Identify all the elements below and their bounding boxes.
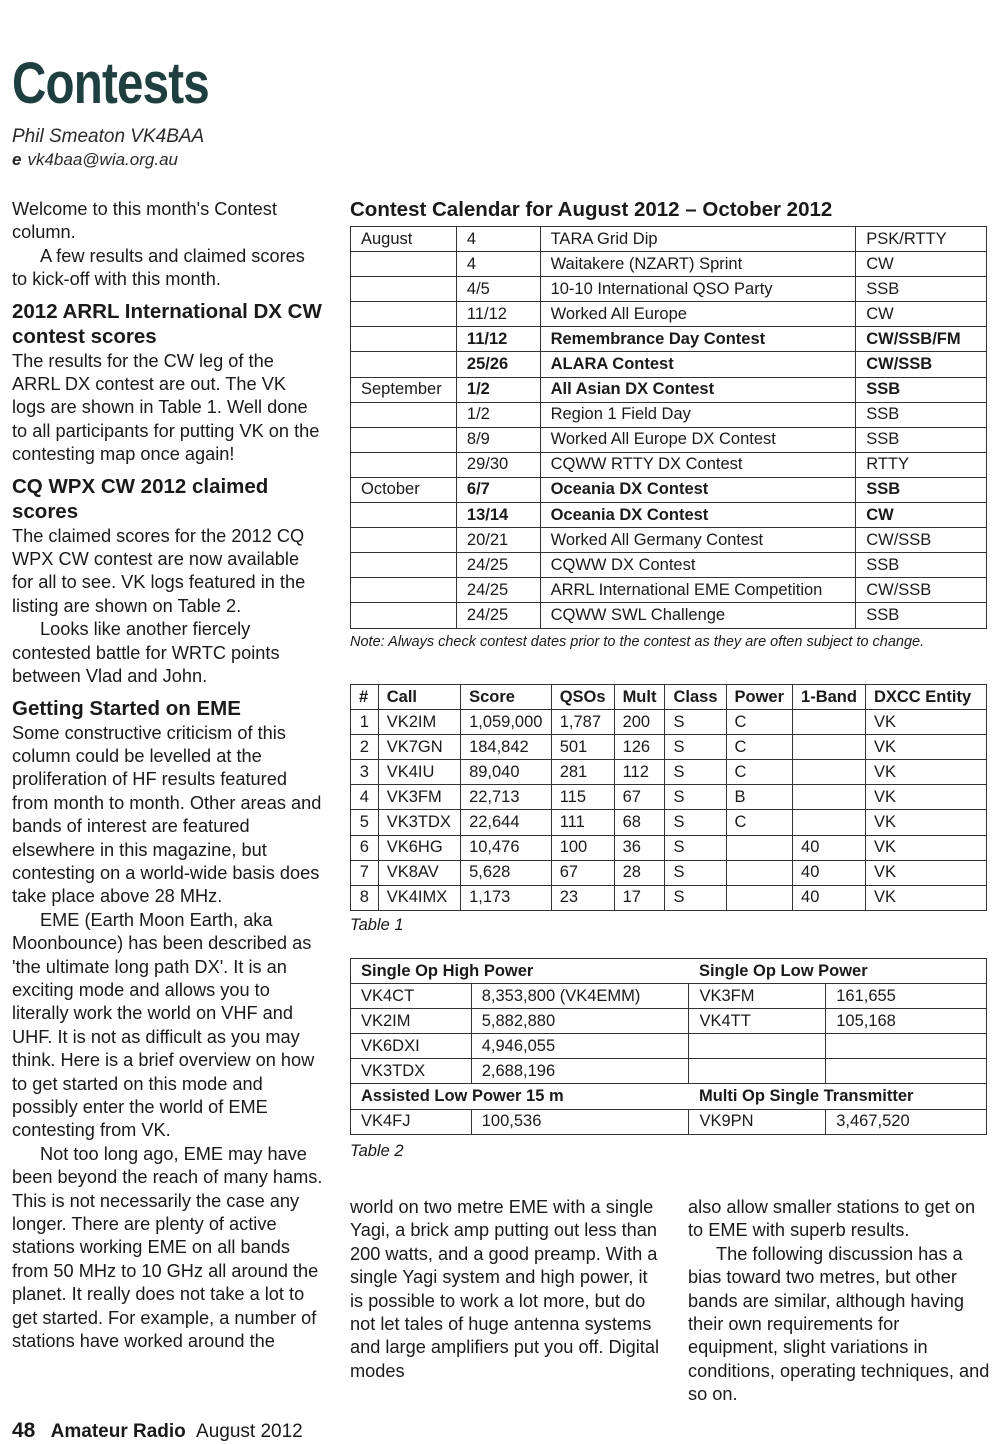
table-1-header: 1-Band — [793, 685, 866, 710]
table-1-cell: 67 — [614, 785, 665, 810]
table-2-cell: VK4CT — [351, 984, 472, 1009]
table-2-cell: 2,688,196 — [471, 1059, 689, 1084]
table-1-row — [351, 735, 987, 760]
eme-paragraph: Some constructive criticism of this column could be levelled at the proliferation of HF results featured from month to month. Other areas and bands of interest are featured elsewhere in this magazine, but contesting on a world-wide basis does take place above 28 MHz. — [12, 722, 322, 907]
calendar-contest: 10-10 International QSO Party — [540, 277, 856, 302]
table-1-cell: VK — [865, 785, 986, 810]
calendar-month — [351, 252, 457, 277]
heading-eme: Getting Started on EME — [12, 696, 241, 720]
table-1-header: Call — [378, 685, 460, 710]
table-1-cell — [793, 760, 866, 785]
wpx-paragraph: The claimed scores for the 2012 CQ WPX CW contest are now available for all to see. VK logs featured in the listing are shown on Table 2. — [12, 525, 306, 616]
table-1-cell: 40 — [793, 860, 866, 885]
table-1-cell: 501 — [551, 735, 614, 760]
page-footer — [12, 1419, 303, 1443]
table-2-cell: 100,536 — [471, 1109, 689, 1134]
calendar-contest: Waitakere (NZART) Sprint — [540, 252, 856, 277]
table-1-header: # — [351, 685, 379, 710]
table-1-cell: 281 — [551, 760, 614, 785]
table-1-caption: Table 1 — [350, 916, 404, 934]
table-1-cell: 184,842 — [461, 735, 552, 760]
table-2-cell — [689, 1059, 826, 1084]
eme-paragraph-2: EME (Earth Moon Earth, aka Moonbounce) has been described as 'the ultimate long path DX'. It is an exciting mode and allows you to literally work the world on VHF and UHF. It is not as difficult as you may think. Here is a brief overview on how to get started on this mode and possibly enter the world of EME contesting from VK. — [12, 909, 315, 1141]
intro-paragraph: Welcome to this month's Contest column. — [12, 199, 277, 243]
table-1-cell: 5,628 — [461, 860, 552, 885]
table-2-cell: VK2IM — [351, 1009, 472, 1034]
table-1-cell: 5 — [351, 810, 379, 835]
calendar-date: 24/25 — [456, 553, 540, 578]
table-2-row — [351, 1109, 987, 1134]
table-2-header-row — [351, 1084, 987, 1109]
calendar-row — [351, 528, 987, 553]
heading-wpx: CQ WPX CW 2012 claimed scores — [12, 474, 269, 523]
calendar-contest: Remembrance Day Contest — [540, 327, 856, 352]
table-1-cell: 17 — [614, 885, 665, 910]
calendar-month — [351, 503, 457, 528]
calendar-date: 8/9 — [456, 427, 540, 452]
table-2 — [350, 958, 987, 1135]
table-2-cell: VK4FJ — [351, 1109, 472, 1134]
table-1-cell: B — [726, 785, 793, 810]
calendar-row — [351, 553, 987, 578]
table-2-cell: 8,353,800 (VK4EMM) — [471, 984, 689, 1009]
calendar-row — [351, 452, 987, 477]
table-1-row — [351, 710, 987, 735]
calendar-date: 24/25 — [456, 603, 540, 628]
table-1-cell: 100 — [551, 835, 614, 860]
table-2-heading: Single Op Low Power — [689, 959, 987, 984]
table-1-cell: C — [726, 735, 793, 760]
issue-date: August 2012 — [196, 1421, 303, 1442]
table-1-header: Score — [461, 685, 552, 710]
table-1-cell: S — [665, 760, 726, 785]
calendar-mode: SSB — [856, 603, 987, 628]
calendar-month — [351, 277, 457, 302]
table-1-header: QSOs — [551, 685, 614, 710]
calendar-mode: CW/SSB/FM — [856, 327, 987, 352]
wpx-paragraph-2: Looks like another fiercely contested battle for WRTC points between Vlad and John. — [12, 619, 280, 687]
table-2-cell: VK6DXI — [351, 1034, 472, 1059]
table-1-cell: 115 — [551, 785, 614, 810]
calendar-date: 13/14 — [456, 503, 540, 528]
calendar-mode: SSB — [856, 477, 987, 502]
table-2-cell — [826, 1059, 987, 1084]
table-1-cell: 22,644 — [461, 810, 552, 835]
table-1-cell: VK — [865, 735, 986, 760]
heading-arrl: 2012 ARRL International DX CW contest scores — [12, 299, 322, 348]
table-2-cell: 105,168 — [826, 1009, 987, 1034]
calendar-month — [351, 402, 457, 427]
table-1-cell: 68 — [614, 810, 665, 835]
table-1-cell: 3 — [351, 760, 379, 785]
table-1-cell: 67 — [551, 860, 614, 885]
calendar-date: 4 — [456, 252, 540, 277]
column-1 — [12, 198, 324, 1353]
table-1 — [350, 684, 987, 911]
table-2-cell: VK3FM — [689, 984, 826, 1009]
calendar-contest: TARA Grid Dip — [540, 227, 856, 252]
table-2-heading: Assisted Low Power 15 m — [351, 1084, 689, 1109]
calendar-contest: Worked All Germany Contest — [540, 528, 856, 553]
email-label: e — [12, 150, 22, 169]
table-1-row — [351, 760, 987, 785]
calendar-month — [351, 578, 457, 603]
calendar-mode: CW/SSB — [856, 528, 987, 553]
calendar-date: 29/30 — [456, 452, 540, 477]
contest-calendar-table — [350, 226, 987, 629]
calendar-month — [351, 603, 457, 628]
calendar-mode: SSB — [856, 377, 987, 402]
table-2-cell: VK4TT — [689, 1009, 826, 1034]
table-1-cell: VK3TDX — [378, 810, 460, 835]
calendar-month — [351, 452, 457, 477]
column-3-paragraph: also allow smaller stations to get on to EME with superb results. — [688, 1197, 976, 1241]
calendar-mode: SSB — [856, 402, 987, 427]
table-1-cell: 1,059,000 — [461, 710, 552, 735]
table-1-cell — [793, 810, 866, 835]
table-1-cell: 4 — [351, 785, 379, 810]
table-2-row — [351, 1059, 987, 1084]
calendar-row — [351, 427, 987, 452]
table-1-cell: S — [665, 810, 726, 835]
calendar-contest: Region 1 Field Day — [540, 402, 856, 427]
table-2-heading: Single Op High Power — [351, 959, 689, 984]
calendar-month: September — [351, 377, 457, 402]
table-1-cell: 40 — [793, 835, 866, 860]
table-1-cell: VK8AV — [378, 860, 460, 885]
column-2 — [350, 1196, 660, 1383]
calendar-mode: RTTY — [856, 452, 987, 477]
table-1-cell: 200 — [614, 710, 665, 735]
calendar-date: 20/21 — [456, 528, 540, 553]
arrl-paragraph: The results for the CW leg of the ARRL DX contest are out. The VK logs are shown in Table 1. Well done to all participants for putting VK on the contesting map once again! — [12, 350, 320, 465]
table-1-header: DXCC Entity — [865, 685, 986, 710]
table-2-heading: Multi Op Single Transmitter — [689, 1084, 987, 1109]
calendar-date: 24/25 — [456, 578, 540, 603]
table-1-cell — [793, 710, 866, 735]
calendar-mode: CW — [856, 302, 987, 327]
table-1-cell: 111 — [551, 810, 614, 835]
calendar-row — [351, 227, 987, 252]
calendar-contest: Oceania DX Contest — [540, 477, 856, 502]
calendar-month — [351, 528, 457, 553]
table-2-row — [351, 984, 987, 1009]
table-2-cell: 3,467,520 — [826, 1109, 987, 1134]
table-1-cell — [726, 835, 793, 860]
calendar-date: 11/12 — [456, 327, 540, 352]
table-1-cell: 112 — [614, 760, 665, 785]
calendar-mode: CW/SSB — [856, 578, 987, 603]
table-1-cell: 28 — [614, 860, 665, 885]
calendar-contest: CQWW DX Contest — [540, 553, 856, 578]
eme-paragraph-3: Not too long ago, EME may have been beyond the reach of many hams. This is not necessarily the case any longer. There are plenty of active stations working EME on all bands from 50 MHz to 10 GHz all around the planet. It really does not take a lot to get started. For example, a number of stations have worked around the — [12, 1143, 323, 1352]
table-1-header: Class — [665, 685, 726, 710]
table-1-cell: 10,476 — [461, 835, 552, 860]
table-1-row — [351, 835, 987, 860]
table-1-cell: S — [665, 735, 726, 760]
calendar-mode: SSB — [856, 277, 987, 302]
table-1-cell: 1 — [351, 710, 379, 735]
calendar-row — [351, 603, 987, 628]
table-1-cell: 2 — [351, 735, 379, 760]
calendar-note: Note: Always check contest dates prior to the contest as they are often subject to change. — [350, 634, 925, 650]
calendar-row — [351, 578, 987, 603]
table-1-header: Mult — [614, 685, 665, 710]
table-2-cell: 161,655 — [826, 984, 987, 1009]
page-number: 48 — [12, 1419, 36, 1442]
calendar-mode: PSK/RTTY — [856, 227, 987, 252]
table-1-cell: S — [665, 710, 726, 735]
table-1-row — [351, 885, 987, 910]
calendar-month — [351, 553, 457, 578]
page-title: Contests — [12, 51, 209, 116]
table-1-cell: C — [726, 810, 793, 835]
table-1-cell: 22,713 — [461, 785, 552, 810]
table-1-cell: VK — [865, 810, 986, 835]
calendar-row — [351, 252, 987, 277]
table-1-cell: VK — [865, 860, 986, 885]
table-1-cell: 7 — [351, 860, 379, 885]
table-1-cell: S — [665, 860, 726, 885]
table-1-cell: 6 — [351, 835, 379, 860]
table-2-row — [351, 1034, 987, 1059]
table-1-row — [351, 810, 987, 835]
table-1-cell: VK — [865, 760, 986, 785]
calendar-contest: ALARA Contest — [540, 352, 856, 377]
calendar-date: 4/5 — [456, 277, 540, 302]
table-2-row — [351, 1009, 987, 1034]
table-1-cell — [726, 885, 793, 910]
table-1-cell — [793, 735, 866, 760]
calendar-month: October — [351, 477, 457, 502]
column-3-paragraph-2: The following discussion has a bias toward two metres, but other bands are similar, although having their own requirements for equipment, slight variations in conditions, operating techniques, and so on. — [688, 1243, 990, 1405]
table-1-cell: 36 — [614, 835, 665, 860]
table-1-cell: VK — [865, 885, 986, 910]
table-1-cell: C — [726, 710, 793, 735]
calendar-contest: Worked All Europe DX Contest — [540, 427, 856, 452]
calendar-date: 6/7 — [456, 477, 540, 502]
table-1-cell: VK6HG — [378, 835, 460, 860]
column-3 — [688, 1196, 993, 1407]
calendar-contest: CQWW SWL Challenge — [540, 603, 856, 628]
calendar-row — [351, 327, 987, 352]
calendar-row — [351, 352, 987, 377]
table-1-header: Power — [726, 685, 793, 710]
calendar-contest: Worked All Europe — [540, 302, 856, 327]
table-1-cell: 40 — [793, 885, 866, 910]
table-1-row — [351, 785, 987, 810]
calendar-mode: CW — [856, 252, 987, 277]
table-2-cell — [689, 1034, 826, 1059]
calendar-month: August — [351, 227, 457, 252]
table-1-cell: S — [665, 835, 726, 860]
table-1-cell: C — [726, 760, 793, 785]
table-1-row — [351, 860, 987, 885]
table-1-cell: VK — [865, 710, 986, 735]
calendar-title: Contest Calendar for August 2012 – October 2012 — [350, 198, 833, 221]
calendar-date: 1/2 — [456, 402, 540, 427]
calendar-month — [351, 327, 457, 352]
table-1-cell: VK4IMX — [378, 885, 460, 910]
table-2-cell: 5,882,880 — [471, 1009, 689, 1034]
table-1-cell: VK3FM — [378, 785, 460, 810]
table-2-cell — [826, 1034, 987, 1059]
calendar-mode: SSB — [856, 427, 987, 452]
calendar-contest: CQWW RTTY DX Contest — [540, 452, 856, 477]
author-name: Phil Smeaton VK4BAA — [12, 126, 205, 147]
calendar-contest: Oceania DX Contest — [540, 503, 856, 528]
table-1-cell — [726, 860, 793, 885]
table-1-cell: S — [665, 785, 726, 810]
calendar-mode: CW — [856, 503, 987, 528]
calendar-row — [351, 302, 987, 327]
calendar-contest: ARRL International EME Competition — [540, 578, 856, 603]
table-1-cell: 23 — [551, 885, 614, 910]
magazine-name: Amateur Radio — [50, 1421, 186, 1442]
calendar-contest: All Asian DX Contest — [540, 377, 856, 402]
table-1-cell: VK4IU — [378, 760, 460, 785]
calendar-row — [351, 277, 987, 302]
calendar-date: 4 — [456, 227, 540, 252]
table-2-cell: VK9PN — [689, 1109, 826, 1134]
calendar-date: 1/2 — [456, 377, 540, 402]
table-1-cell: VK2IM — [378, 710, 460, 735]
calendar-mode: CW/SSB — [856, 352, 987, 377]
calendar-row — [351, 377, 987, 402]
calendar-row — [351, 477, 987, 502]
table-2-cell: 4,946,055 — [471, 1034, 689, 1059]
table-1-cell: 1,787 — [551, 710, 614, 735]
calendar-row — [351, 402, 987, 427]
table-1-cell — [793, 785, 866, 810]
table-2-cell: VK3TDX — [351, 1059, 472, 1084]
author-email — [12, 150, 178, 170]
calendar-row — [351, 503, 987, 528]
calendar-date: 11/12 — [456, 302, 540, 327]
calendar-month — [351, 427, 457, 452]
calendar-month — [351, 352, 457, 377]
table-1-cell: VK7GN — [378, 735, 460, 760]
table-1-cell: 8 — [351, 885, 379, 910]
table-2-header-row — [351, 959, 987, 984]
table-1-cell: S — [665, 885, 726, 910]
table-1-cell: 126 — [614, 735, 665, 760]
table-2-caption: Table 2 — [350, 1142, 404, 1160]
email-address[interactable]: vk4baa@wia.org.au — [27, 150, 178, 169]
calendar-mode: SSB — [856, 553, 987, 578]
table-1-cell: 89,040 — [461, 760, 552, 785]
calendar-month — [351, 302, 457, 327]
table-1-cell: VK — [865, 835, 986, 860]
intro-paragraph-2: A few results and claimed scores to kick-off with this month. — [12, 245, 305, 290]
column-2-paragraph: world on two metre EME with a single Yagi, a brick amp putting out less than 200 watts, and a good preamp. With a single Yagi system and high power, it is possible to work a lot more, but do not let tales of huge antenna systems and large amplifiers put you off. Digital modes — [350, 1197, 660, 1381]
calendar-date: 25/26 — [456, 352, 540, 377]
table-1-cell: 1,173 — [461, 885, 552, 910]
